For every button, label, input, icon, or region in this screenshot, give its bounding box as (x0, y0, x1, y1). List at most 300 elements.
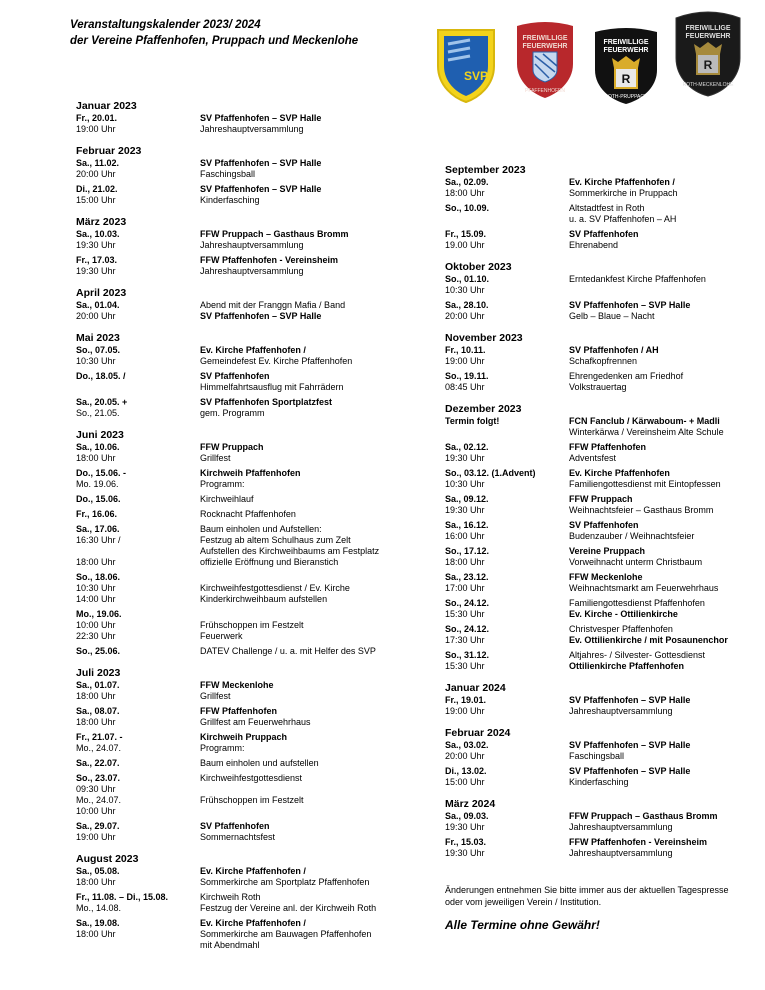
month-heading: Dezember 2023 (445, 403, 522, 415)
month-heading: Februar 2023 (76, 145, 142, 157)
event-date-line: 10:30 Uhr (76, 356, 116, 366)
event-text (200, 300, 416, 322)
event-text (200, 918, 416, 951)
event-date-line: 19:00 Uhr (76, 124, 116, 134)
event-text (200, 646, 416, 657)
event-date-line: Sa., 20.05. + (76, 397, 128, 407)
event-date (445, 416, 569, 438)
event-text-line: FFW Pruppach – Gasthaus Bromm (200, 229, 349, 239)
event-date-line: So., 25.06. (76, 646, 121, 656)
event-text-line: Grillfest am Feuerwehrhaus (200, 717, 311, 727)
svg-text:FREIWILLIGE: FREIWILLIGE (603, 39, 649, 46)
notice-text (445, 884, 755, 908)
event-text (200, 821, 416, 843)
event-date-line: 18:00 Uhr (76, 717, 116, 727)
event-text-line: Sommerkirche am Bauwagen Pfaffenhofen (200, 929, 372, 939)
event-date-line: Sa., 09.12. (445, 494, 489, 504)
calendar-column-left (76, 101, 416, 955)
event-date (76, 158, 200, 180)
month-heading: Oktober 2023 (445, 261, 512, 273)
event-date-line: Sa., 17.06. (76, 524, 120, 534)
event-text-line: Programm: (200, 743, 245, 753)
event-row (76, 113, 416, 135)
event-text (200, 494, 416, 505)
event-row (76, 468, 416, 490)
event-date-line: 19.00 Uhr (445, 240, 485, 250)
event-text (569, 837, 755, 859)
event-text-line: gem. Programm (200, 408, 265, 418)
event-text-line: FFW Pruppach (200, 442, 264, 452)
event-date (445, 494, 569, 516)
event-text (569, 811, 755, 833)
event-text-line: Jahreshauptversammlung (200, 124, 304, 134)
event-text-line: Kinderkirchweihbaum aufstellen (200, 594, 328, 604)
event-text-line: Frühschoppen im Festzelt (200, 620, 304, 630)
event-date-line: Sa., 28.10. (445, 300, 489, 310)
event-date-line: Sa., 10.03. (76, 229, 120, 239)
event-row (76, 300, 416, 322)
event-text-line: Sommerkirche in Pruppach (569, 188, 678, 198)
event-date-line: 18:00 Uhr (76, 557, 116, 567)
page-title (70, 17, 358, 49)
event-text-line: FCN Fanclub / Kärwaboum- + Madli (569, 416, 720, 426)
event-row (76, 371, 416, 393)
event-date-line: Fr., 15.03. (445, 837, 487, 847)
event-date-line: 15:30 Uhr (445, 661, 485, 671)
notice-line-2: oder vom jeweiligen Verein / Institution. (445, 897, 602, 907)
svg-text:ROTH-PRUPPACH: ROTH-PRUPPACH (604, 94, 648, 100)
event-date-line: 14:00 Uhr (76, 594, 116, 604)
event-date (76, 255, 200, 277)
event-date (445, 371, 569, 393)
event-row (445, 695, 755, 717)
event-row (76, 773, 416, 817)
event-text-line: SV Pfaffenhofen (200, 371, 270, 381)
event-text-line: Faschingsball (569, 751, 625, 761)
event-text-line: Adventsfest (569, 453, 617, 463)
event-date-line: 10:30 Uhr (445, 479, 485, 489)
event-text-line: Grillfest (200, 453, 231, 463)
event-row (76, 255, 416, 277)
event-row (76, 680, 416, 702)
event-date (445, 546, 569, 568)
event-row (445, 520, 755, 542)
event-date-line: 19:00 Uhr (76, 832, 116, 842)
event-date-line: 18:00 Uhr (445, 557, 485, 567)
event-text-line: FFW Pfaffenhofen - Vereinsheim (569, 837, 708, 847)
event-text-line: Aufstellen des Kirchweihbaums am Festplatz (200, 546, 380, 556)
event-text (569, 300, 755, 322)
month-heading: Januar 2024 (445, 682, 506, 694)
event-date-line: So., 23.07. (76, 773, 121, 783)
event-date (76, 706, 200, 728)
svg-text:SVP: SVP (463, 69, 489, 83)
event-date-line: Mo., 24.07. (76, 795, 122, 805)
event-text (200, 524, 416, 568)
event-text-line (200, 572, 416, 583)
event-text-line: Himmelfahrtsausflug mit Fahrrädern (200, 382, 344, 392)
event-text-line: Jahreshauptversammlung (200, 266, 304, 276)
event-row (445, 203, 755, 225)
event-date-line: Sa., 29.07. (76, 821, 120, 831)
month-heading: Juli 2023 (76, 667, 121, 679)
event-text-line: FFW Meckenlohe (569, 572, 643, 582)
event-text-line: Vereine Pruppach (569, 546, 646, 556)
event-date-line: 22:30 Uhr (76, 631, 116, 641)
event-date (445, 598, 569, 620)
event-text-line: Baum einholen und aufstellen (200, 758, 319, 768)
event-text-line: Christvesper Pfaffenhofen (569, 624, 673, 634)
event-date-line: 15:00 Uhr (445, 777, 485, 787)
event-date-line: So., 24.12. (445, 598, 490, 608)
event-row (445, 650, 755, 672)
event-row (76, 229, 416, 251)
event-row (445, 546, 755, 568)
event-text-line: Festzug ab altem Schulhaus zum Zelt (200, 535, 351, 545)
event-row (76, 184, 416, 206)
event-date (76, 821, 200, 843)
title-line-1: Veranstaltungskalender 2023/ 2024 (70, 19, 261, 31)
calendar-column-right (445, 165, 755, 863)
event-text (569, 203, 755, 225)
event-text-line: mit Abendmahl (200, 940, 260, 950)
event-date (76, 371, 200, 393)
event-text-line: Rocknacht Pfaffenhofen (200, 509, 296, 519)
event-date-line: So., 21.05. (76, 408, 120, 418)
event-date-line: 19:30 Uhr (445, 505, 485, 515)
event-text-line: Ev. Ottilienkirche / mit Posaunenchor (569, 635, 728, 645)
event-date-line: Fr., 10.11. (445, 345, 486, 355)
event-text-line: Programm: (200, 479, 245, 489)
event-text-line (200, 784, 416, 795)
event-text-line: SV Pfaffenhofen – SVP Halle (569, 300, 691, 310)
event-date-line: Mo. 19.06. (76, 479, 119, 489)
event-date (445, 520, 569, 542)
event-text-line: Ottilienkirche Pfaffenhofen (569, 661, 685, 671)
event-text-line: FFW Pruppach – Gasthaus Bromm (569, 811, 718, 821)
event-text (569, 468, 755, 490)
event-date-line: Fr., 20.01. (76, 113, 118, 123)
event-row (76, 706, 416, 728)
event-text (569, 274, 755, 296)
event-text-line: Altjahres- / Silvester- Gottesdienst (569, 650, 706, 660)
event-row (445, 766, 755, 788)
event-date-line: Mo., 19.06. (76, 609, 122, 619)
event-text (200, 113, 416, 135)
event-text-line: Kirchweih Roth (200, 892, 261, 902)
event-date-line: Do., 18.05. / (76, 371, 126, 381)
event-date-line: So., 18.06. (76, 572, 121, 582)
event-date (445, 274, 569, 296)
event-row (445, 416, 755, 438)
event-row (445, 442, 755, 464)
event-row (76, 732, 416, 754)
event-text-line: Familiengottesdienst mit Eintopfessen (569, 479, 721, 489)
event-row (76, 646, 416, 657)
event-row (445, 811, 755, 833)
event-date (76, 442, 200, 464)
event-date (76, 680, 200, 702)
event-text-line: Jahreshauptversammlung (569, 822, 673, 832)
event-text-line: SV Pfaffenhofen – SVP Halle (200, 113, 322, 123)
event-text-line: Kirchweihlauf (200, 494, 254, 504)
event-date-line: 16:30 Uhr / (76, 535, 121, 545)
month-heading: März 2023 (76, 216, 127, 228)
event-text-line: Weihnachtsfeier – Gasthaus Bromm (569, 505, 714, 515)
event-date (76, 468, 200, 490)
event-text-line: Kirchweih Pruppach (200, 732, 288, 742)
event-text (569, 494, 755, 516)
event-date-line (76, 382, 200, 393)
event-date (76, 300, 200, 322)
event-text-line: Ehrengedenken am Friedhof (569, 371, 684, 381)
event-text (200, 680, 416, 702)
event-text (200, 158, 416, 180)
event-text-line: SV Pfaffenhofen (200, 821, 270, 831)
event-text (569, 624, 755, 646)
event-date (76, 113, 200, 135)
event-text-line (200, 609, 416, 620)
event-text-line: Winterkärwa / Vereinsheim Alte Schule (569, 427, 724, 437)
event-text-line: SV Pfaffenhofen – SVP Halle (200, 311, 322, 321)
event-text (569, 520, 755, 542)
event-text-line: Ev. Kirche Pfaffenhofen / (200, 918, 306, 928)
event-row (445, 572, 755, 594)
event-text (569, 371, 755, 393)
event-text (569, 695, 755, 717)
event-date-line: Sa., 02.12. (445, 442, 489, 452)
event-date (76, 918, 200, 951)
event-text-line: Vorweihnacht unterm Christbaum (569, 557, 703, 567)
event-row (445, 229, 755, 251)
event-text-line: SV Pfaffenhofen – SVP Halle (569, 766, 691, 776)
svg-text:FEUERWEHR: FEUERWEHR (685, 33, 731, 40)
event-date-line: 08:45 Uhr (445, 382, 485, 392)
event-row (76, 158, 416, 180)
event-date-line: 18:00 Uhr (445, 188, 485, 198)
svg-text:R: R (621, 72, 631, 86)
event-row (76, 509, 416, 520)
event-text-line: SV Pfaffenhofen – SVP Halle (569, 695, 691, 705)
event-date-line: 20:00 Uhr (76, 311, 116, 321)
event-row (76, 758, 416, 769)
event-text-line: Frühschoppen im Festzelt (200, 795, 304, 805)
event-text-line: Kirchweihfestgottesdienst (200, 773, 303, 783)
event-text (200, 468, 416, 490)
month-heading: November 2023 (445, 332, 523, 344)
event-text (569, 177, 755, 199)
month-heading: September 2023 (445, 164, 526, 176)
event-text (569, 766, 755, 788)
svp-club-logo (434, 26, 498, 104)
event-text-line: Gemeindefest Ev. Kirche Pfaffenhofen (200, 356, 353, 366)
event-date (76, 732, 200, 754)
ffw-roth-meckenlohe-logo (672, 10, 744, 98)
event-row (76, 866, 416, 888)
event-date-line: So., 01.10. (445, 274, 490, 284)
event-text-line: SV Pfaffenhofen (569, 520, 639, 530)
svg-text:R: R (703, 58, 713, 72)
event-date-line: 10:30 Uhr (445, 285, 485, 295)
event-date-line: Termin folgt! (445, 416, 500, 426)
event-row (76, 345, 416, 367)
event-text-line: Baum einholen und Aufstellen: (200, 524, 322, 534)
event-date (76, 773, 200, 817)
event-date-line: Fr., 16.06. (76, 509, 118, 519)
event-text-line: SV Pfaffenhofen – SVP Halle (200, 158, 322, 168)
event-date-line: Fr., 11.08. – Di., 15.08. (76, 892, 169, 902)
event-date-line: 19:00 Uhr (445, 356, 485, 366)
event-date (445, 300, 569, 322)
event-row (76, 442, 416, 464)
event-text-line: Sommernachtsfest (200, 832, 276, 842)
event-date (445, 837, 569, 859)
event-text-line: Altstadtfest in Roth (569, 203, 645, 213)
svg-text:FREIWILLIGE: FREIWILLIGE (685, 25, 731, 32)
event-text (200, 229, 416, 251)
event-text (200, 609, 416, 642)
event-date (76, 892, 200, 914)
event-date-line: Mo., 14.08. (76, 903, 122, 913)
event-text-line: Jahreshauptversammlung (569, 706, 673, 716)
event-date-line: Di., 21.02. (76, 184, 118, 194)
event-date-line: So., 17.12. (445, 546, 490, 556)
event-row (445, 274, 755, 296)
event-date-line: 15:30 Uhr (445, 609, 485, 619)
month-heading: Mai 2023 (76, 332, 120, 344)
event-row (445, 345, 755, 367)
event-text (569, 598, 755, 620)
event-date-line: 10:30 Uhr (76, 583, 116, 593)
event-row (76, 609, 416, 642)
event-date-line: Sa., 19.08. (76, 918, 120, 928)
svg-text:FEUERWEHR: FEUERWEHR (522, 43, 568, 50)
event-text-line: Kirchweihfestgottesdienst / Ev. Kirche (200, 583, 350, 593)
event-text-line: Schafkopfrennen (569, 356, 638, 366)
event-text-line: Budenzauber / Weihnachtsfeier (569, 531, 695, 541)
event-date-line: Sa., 22.07. (76, 758, 120, 768)
event-date-line: Sa., 16.12. (445, 520, 489, 530)
event-text-line: SV Pfaffenhofen / AH (569, 345, 659, 355)
disclaimer: Alle Termine ohne Gewähr! (445, 918, 600, 932)
event-date-line (76, 546, 200, 557)
event-date-line: Sa., 02.09. (445, 177, 489, 187)
event-text-line: SV Pfaffenhofen – SVP Halle (200, 184, 322, 194)
event-date-line: Mo., 24.07. (76, 743, 122, 753)
event-text (200, 866, 416, 888)
event-date (76, 345, 200, 367)
event-text-line: Festzug der Vereine anl. der Kirchweih Roth (200, 903, 377, 913)
event-date-line: 18:00 Uhr (76, 453, 116, 463)
event-text-line: SV Pfaffenhofen (569, 229, 639, 239)
event-date (445, 203, 569, 225)
event-date (445, 624, 569, 646)
event-text (200, 255, 416, 277)
event-text (200, 572, 416, 605)
event-text (569, 229, 755, 251)
event-row (445, 371, 755, 393)
event-text-line: Ev. Kirche Pfaffenhofen / (569, 177, 675, 187)
event-row (445, 494, 755, 516)
event-date-line: Di., 13.02. (445, 766, 487, 776)
event-date-line: 10:00 Uhr (76, 620, 116, 630)
event-date-line: So., 10.09. (445, 203, 490, 213)
event-date (445, 468, 569, 490)
event-date-line: So., 19.11. (445, 371, 489, 381)
event-date-line: So., 31.12. (445, 650, 490, 660)
event-text-line: Kirchweih Pfaffenhofen (200, 468, 301, 478)
event-text (200, 773, 416, 817)
event-text-line: Weihnachtsmarkt am Feuerwehrhaus (569, 583, 719, 593)
event-text (200, 345, 416, 367)
event-text-line: offizielle Eröffnung und Bieranstich (200, 557, 339, 567)
event-date-line: 19:30 Uhr (76, 266, 116, 276)
event-date-line: 17:00 Uhr (445, 583, 485, 593)
event-row (445, 624, 755, 646)
event-date-line: 18:00 Uhr (76, 691, 116, 701)
month-heading: Februar 2024 (445, 727, 511, 739)
event-date-line: Do., 15.06. (76, 494, 121, 504)
event-date-line: Sa., 01.04. (76, 300, 120, 310)
event-date-line: 19:30 Uhr (445, 848, 485, 858)
event-date (76, 397, 200, 419)
month-heading: Januar 2023 (76, 100, 137, 112)
event-date-line: 20:00 Uhr (76, 169, 116, 179)
event-text-line: FFW Meckenlohe (200, 680, 274, 690)
event-date (76, 758, 200, 769)
event-text-line: Sommerkirche am Sportplatz Pfaffenhofen (200, 877, 370, 887)
event-date-line: Fr., 19.01. (445, 695, 487, 705)
event-text (200, 509, 416, 520)
event-date (76, 229, 200, 251)
event-text-line: Kinderfasching (569, 777, 629, 787)
event-row (445, 740, 755, 762)
event-date-line: 18:00 Uhr (76, 929, 116, 939)
month-heading: März 2024 (445, 798, 496, 810)
event-text (200, 706, 416, 728)
event-text-line: Familiengottesdienst Pfaffenhofen (569, 598, 705, 608)
event-text (200, 397, 416, 419)
event-date-line: So., 03.12. (1.Advent) (445, 468, 536, 478)
month-heading: August 2023 (76, 853, 139, 865)
event-date-line: 17:30 Uhr (445, 635, 485, 645)
event-date (445, 766, 569, 788)
event-date-line: 15:00 Uhr (76, 195, 116, 205)
event-date-line: Sa., 23.12. (445, 572, 489, 582)
event-date-line: Fr., 17.03. (76, 255, 118, 265)
event-text-line: Grillfest (200, 691, 231, 701)
event-row (76, 494, 416, 505)
ffw-pfaffenhofen-logo (513, 20, 577, 100)
notice-line-1: Änderungen entnehmen Sie bitte immer aus der aktuellen Tagespresse (445, 885, 729, 895)
month-heading: Juni 2023 (76, 429, 124, 441)
event-date (445, 229, 569, 251)
event-text-line: Feuerwerk (200, 631, 243, 641)
event-row (76, 524, 416, 568)
event-text (569, 650, 755, 672)
event-row (76, 397, 416, 419)
event-date-line: Sa., 11.02. (76, 158, 120, 168)
event-text (200, 371, 416, 393)
event-date-line: Sa., 05.08. (76, 866, 120, 876)
event-row (76, 892, 416, 914)
title-line-2: der Vereine Pfaffenhofen, Pruppach und Meckenlohe (70, 35, 359, 47)
event-row (445, 300, 755, 322)
event-date-line: Fr., 15.09. (445, 229, 487, 239)
event-date-line: Do., 15.06. - (76, 468, 127, 478)
event-text-line: FFW Pfaffenhofen - Vereinsheim (200, 255, 339, 265)
event-text-line: FFW Pruppach (569, 494, 633, 504)
